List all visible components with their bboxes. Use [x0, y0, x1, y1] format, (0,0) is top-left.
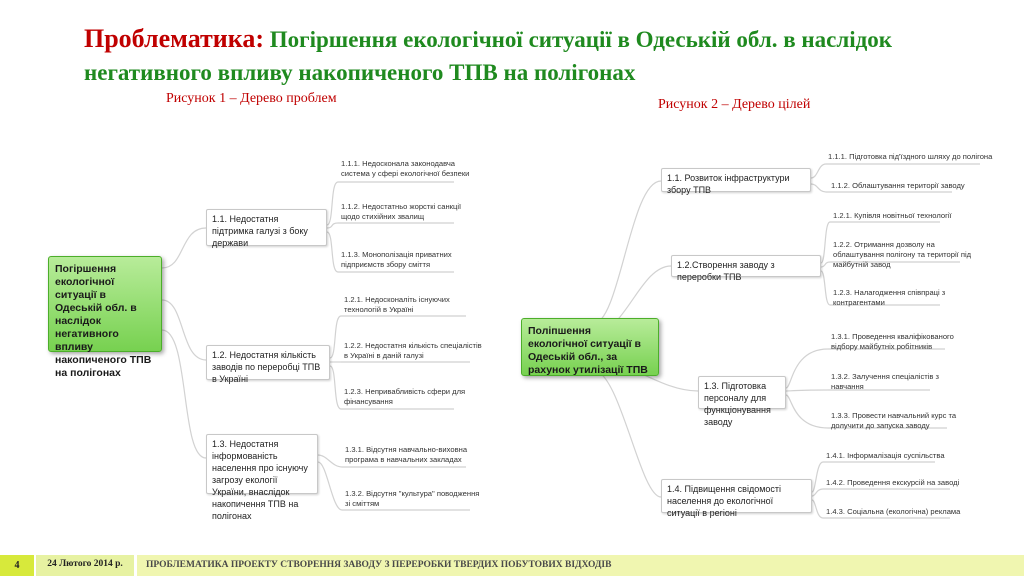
goal-leaf-1-3-3: 1.3.3. Провести навчальний курс та долучити до запуска заводу — [831, 411, 957, 430]
goal-branch-1-4: 1.4. Підвищення свідомості населення до екологічної ситуації в регіоні — [661, 479, 812, 513]
problem-leaf-1-1-1: 1.1.1. Недосконала законодавча система у сфері екологічної безпеки — [341, 159, 470, 178]
slide-footer — [0, 555, 1024, 576]
problem-branch-1-1: 1.1. Недостатня підтримка галузі з боку держави — [206, 209, 327, 246]
problem-leaf-1-2-1: 1.2.1. Недосконаліть існуючих технологій в Україні — [344, 295, 450, 314]
goal-leaf-1-4-3: 1.4.3. Соціальна (екологічна) реклама — [826, 507, 961, 516]
goal-leaf-1-3-2: 1.3.2. Залучення спеціалістів з навчання — [831, 372, 940, 391]
problem-leaf-1-2-2: 1.2.2. Недостатня кількість спеціалістів в Україні в даній галузі — [344, 341, 482, 360]
goal-leaf-1-2-1: 1.2.1. Купівля новітньої технології — [833, 211, 952, 220]
goal-leaf-1-3-1: 1.3.1. Проведення кваліфікованого відбору майбутніх робітників — [831, 332, 954, 351]
goal-leaf-1-1-2: 1.1.2. Облаштування території заводу — [831, 181, 965, 190]
problem-leaf-1-3-1: 1.3.1. Відсутня навчально-виховна програма в навчальних закладах — [345, 445, 468, 464]
footer-date: 24 Лютого 2014 р. — [36, 555, 134, 576]
figure2-caption: Рисунок 2 – Дерево цілей — [658, 97, 811, 112]
problem-branch-1-3: 1.3. Недостатня інформованість населення про існуючу загрозу екології України, внаслідок накопичення ТПВ на полігонах — [206, 434, 318, 494]
goal-leaf-1-2-3: 1.2.3. Налагодження співпраці з контрагентами — [833, 288, 946, 307]
title-text: Погіршення екологічної ситуації в Одеській обл. в наслідок негативного впливу накопиченого ТПВ на полігонах — [84, 27, 893, 85]
title-lead: Проблематика: — [84, 24, 265, 53]
goal-branch-1-2: 1.2.Створення заводу з переробки ТПВ — [671, 255, 821, 277]
page-number: 4 — [0, 555, 34, 576]
problem-leaf-1-3-2: 1.3.2. Відсутня "культура" поводження зі сміттям — [345, 489, 480, 508]
goal-branch-1-3: 1.3. Підготовка персоналу для функціонування заводу — [698, 376, 786, 409]
problem-leaf-1-2-3: 1.2.3. Непривабливість сфери для фінансування — [344, 387, 466, 406]
footer-title: ПРОБЛЕМАТИКА ПРОЕКТУ СТВОРЕННЯ ЗАВОДУ З ПЕРЕРОБКИ ТВЕРДИХ ПОБУТОВИХ ВІДХОДІВ — [137, 555, 1024, 576]
problem-branch-1-2: 1.2. Недостатня кількість заводів по переробці ТПВ в Україні — [206, 345, 330, 380]
goal-tree-root: Поліпшення екологічної ситуації в Одеській обл., за рахунок утилізації ТПВ — [521, 318, 659, 376]
goal-branch-1-1: 1.1. Розвиток інфраструктури збору ТПВ — [661, 168, 811, 192]
goal-leaf-1-1-1: 1.1.1. Підготовка під'їздного шляху до полігона — [828, 152, 993, 161]
goal-leaf-1-2-2: 1.2.2. Отримання дозволу на облаштування полігону та території під майбутній завод — [833, 240, 972, 269]
goal-leaf-1-4-2: 1.4.2. Проведення екскурсій на заводі — [826, 478, 960, 487]
problem-leaf-1-1-3: 1.1.3. Монополізація приватних підприємств збору сміття — [341, 250, 452, 269]
figure1-caption: Рисунок 1 – Дерево проблем — [166, 91, 337, 106]
problem-tree-root: Погіршення екологічної ситуації в Одеській обл. в наслідок негативного впливу накопиченого ТПВ на полігонах — [48, 256, 162, 352]
problem-leaf-1-1-2: 1.1.2. Недостатньо жорсткі санкції щодо стихійних звалищ — [341, 202, 462, 221]
goal-leaf-1-4-1: 1.4.1. Інформалізація суспільства — [826, 451, 945, 460]
